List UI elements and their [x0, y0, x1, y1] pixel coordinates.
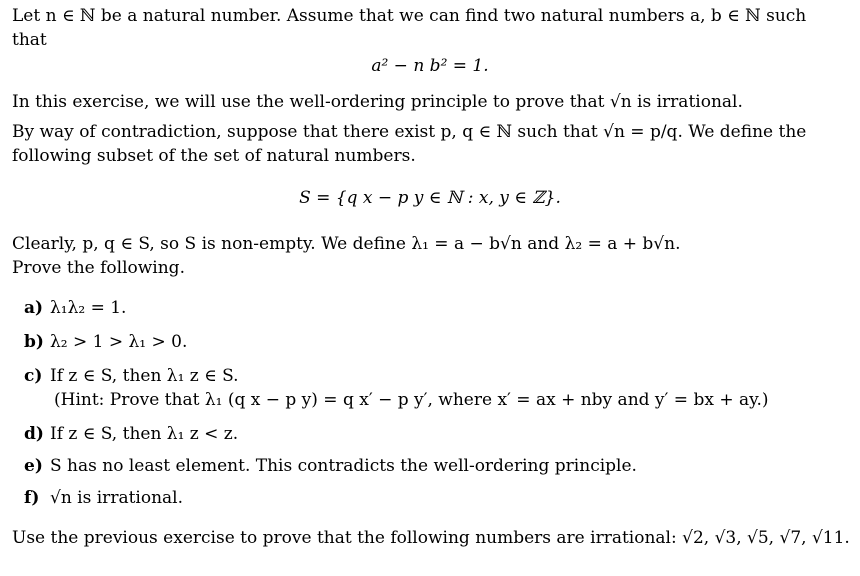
paragraph-2-line-1: By way of contradiction, suppose that there exist p, q ∈ ℕ such that √n = p/q. We define the	[12, 122, 807, 142]
item-text: √n is irrational.	[50, 488, 184, 508]
paragraph-3-line-2: Prove the following.	[12, 258, 185, 278]
paragraph-2-line-2: following subset of the set of natural numbers.	[12, 146, 416, 166]
item-text: If z ∈ S, then λ₁ z < z.	[50, 424, 239, 444]
item-label: a)	[24, 298, 44, 318]
item-hint: (Hint: Prove that λ₁ (q x − p y) = q x′ − p y′, where x′ = ax + nby and y′ = bx + ay.)	[54, 390, 769, 410]
paragraph-3-line-1: Clearly, p, q ∈ S, so S is non-empty. We define λ₁ = a − b√n and λ₂ = a + b√n.	[12, 234, 681, 254]
item-text: λ₁λ₂ = 1.	[50, 298, 127, 318]
list-item	[24, 486, 844, 510]
item-label: c)	[24, 366, 43, 386]
list-item	[24, 364, 844, 388]
list-item	[24, 422, 844, 446]
item-text: S has no least element. This contradicts the well-ordering principle.	[50, 456, 637, 476]
list-item	[24, 330, 844, 354]
intro-line-1: Let n ∈ ℕ be a natural number. Assume that we can find two natural numbers a, b ∈ ℕ such	[12, 6, 807, 26]
intro-equation: a² − n b² = 1.	[371, 56, 489, 76]
item-label: b)	[24, 332, 44, 352]
item-label: e)	[24, 456, 43, 476]
list-item	[24, 296, 844, 320]
item-text: λ₂ > 1 > λ₁ > 0.	[50, 332, 188, 352]
closing-paragraph: Use the previous exercise to prove that the following numbers are irrational: √2, √3, √5, √7, √11.	[12, 528, 850, 548]
set-definition: S = {q x − p y ∈ ℕ : x, y ∈ ℤ}.	[299, 188, 561, 208]
item-label: d)	[24, 424, 44, 444]
list-item	[24, 454, 844, 478]
item-text: If z ∈ S, then λ₁ z ∈ S.	[50, 366, 239, 386]
paragraph-1: In this exercise, we will use the well-ordering principle to prove that √n is irrational.	[12, 92, 743, 112]
intro-line-2: that	[12, 30, 47, 50]
item-label: f)	[24, 488, 40, 508]
